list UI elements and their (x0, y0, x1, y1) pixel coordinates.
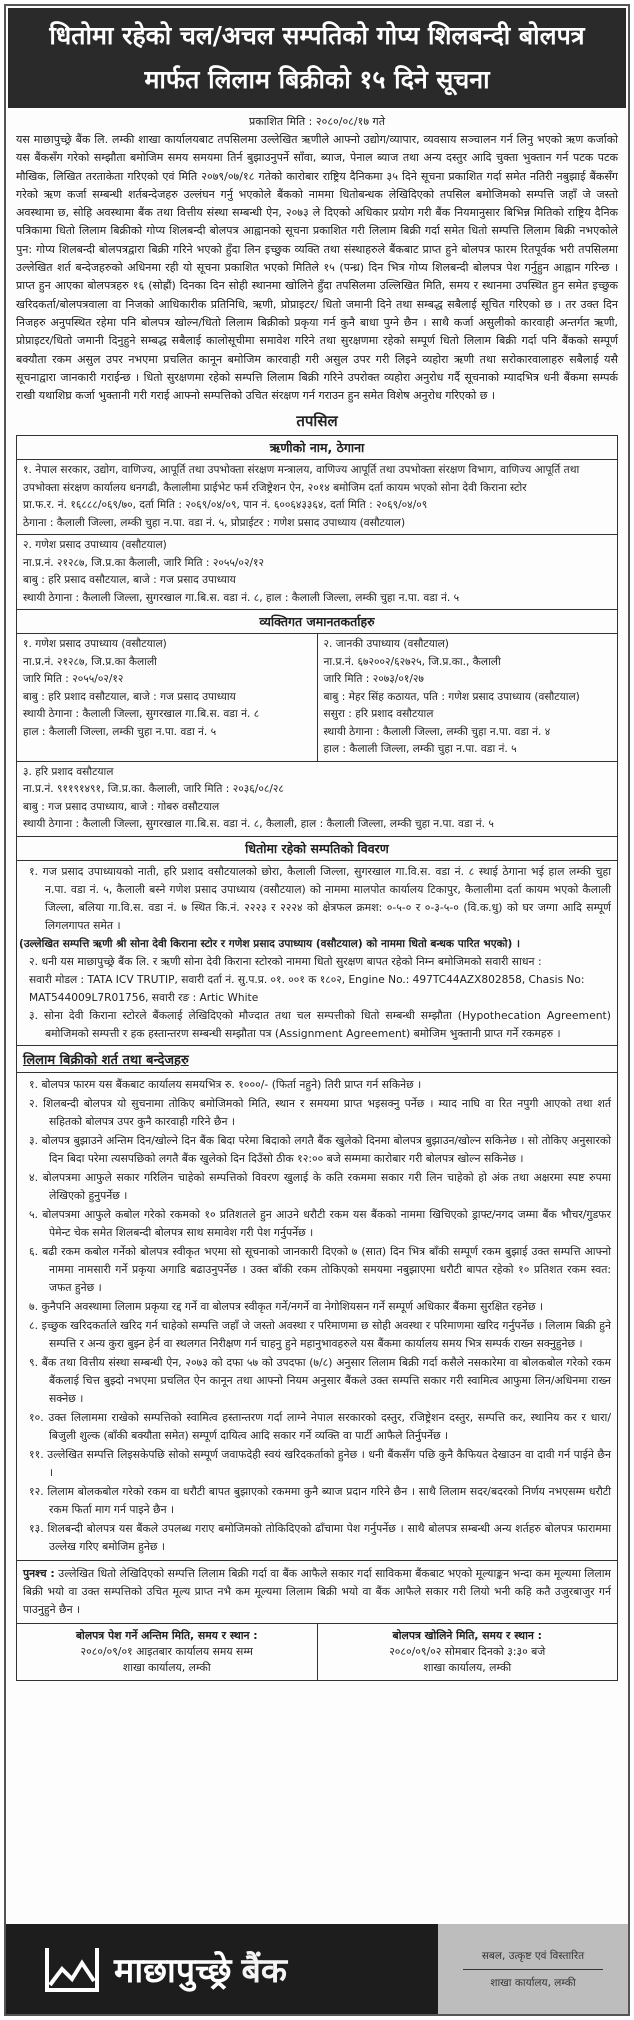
guarantor-line: २. जानकी उपाध्याय (वसौटयाल) (323, 638, 449, 651)
details-heading: तपसिल (296, 412, 338, 431)
tagline: सबल, उत्कृष्ट एवं विस्तारित (481, 1949, 585, 1962)
guarantor-line: स्थायी ठेगाना : कैलाली जिल्ला, सुगरखाल गा.बि.स. वडा नं. ८ (23, 708, 260, 721)
bank-footer (6, 1924, 628, 2014)
opening-date (318, 1624, 618, 1680)
borrower-2 (17, 535, 617, 610)
collateral-item-2: २. धनी यस माछापुच्छ्रे बैंक लि. र ऋणी सोना देवी किराना स्टोरको नाममा धितो सुरक्षण बापत रहेको निम्न बमोजिमको सवारी साधन : (29, 954, 542, 968)
deadline-table (17, 1623, 617, 1680)
term-item: १०. उक्त लिलाममा राखेको सम्पत्तिको स्वामित्व हस्तान्तरण गर्दा लाग्ने नेपाल सरकारको दस्तुर, रजिष्ट्रेशन दस्तुर, सम्पत्ति कर, स्थानिय कर र धारा/बिजुली शुल्क (बाँकी बक्यौता समेत) सम्पूर्ण दायित्व आदि सकार गर्ने व्यक्ति वा पार्टी आफैले तिर्नुपर्नेछ । (29, 1410, 611, 1442)
submission-where: शाखा कार्यालय, लम्की (122, 1660, 211, 1674)
term-item: ४. बोलपत्रमा आफुले सकार गरिलिन चाहेको सम्पत्तिको विवरण खुलाई के कति रकममा सकार गरी लिन चाहेको हो अंक तथा अक्षरमा स्पष्ट रुपमा लेखिएको हुनुपर्नेछ । (29, 1170, 611, 1202)
term-item: २. शिलबन्दी बोलपत्र यो सुचनामा तोकिए बमोजिमको मिति, स्थान र समयमा प्राप्त भइसक्नु पर्नेछ । म्याद नाघि वा रित नपुगी आएको तथा शर्त सहितको बोलपत्र उपर कुनै कारवाही गरिने छैन । (29, 1096, 611, 1128)
guarantor-line: जारि मिति : २०७३/०१/२७ (323, 673, 424, 686)
guarantor-line: ना.प्र.नं. २१२८७, जि.प्र.का कैलाली (23, 655, 157, 668)
collateral-item-1: १. गज प्रसाद उपाध्यायको नाती, हरि प्रशाद वसौटयालको छोरा, कैलाली जिल्ला, सुगरखाल गा.वि.स. वडा नं. ८ स्थाई ठेगाना भई हाल लम्की चुहा न.पा. वडा नं. ५, कैलाली बस्ने गणेश प्रसाद उपाध्याय (वसौटयाल) को नाममा मालपोत कार्यालय टिकापुर, कैलालीमा दर्ता कायम भएको कैलाली जिल्ला, बलिया गा.वि.स. वडा नं. ७ स्थित कि.नं. २२२३ र २२२४ को क्षेत्रफल क्रमश: ०-५-० र ०-३-५-० (वि.क.धु) को घर जग्गा आदि सम्पूर्ण लिगलगापत समेत । (29, 864, 612, 932)
guarantor-line: बाबु : हरि प्रशाद वसौटयाल, बाजे : गज प्रसाद उपाध्याय (23, 690, 236, 703)
borrower-2-address: स्थायी ठेगाना : कैलाली जिल्ला, सुगरखाल गा.बि.स. वडा नं. ८, हाल : कैलाली जिल्ला, लम्की चुहा न.पा. वडा नं. ५ (23, 591, 460, 604)
guarantor-line: जारि मिति : २०५५/०२/१२ (23, 673, 124, 686)
bank-name: माछापुच्छ्रे (114, 1951, 232, 1991)
terms-list (17, 1073, 617, 1560)
branch-block (438, 1924, 628, 2014)
title-line-1: धितोमा रहेको चल/अचल सम्पतिको गोप्य शिलबन्दी बोलपत्र (49, 21, 585, 50)
bank-logo-block (6, 1924, 438, 2014)
bank-word: बैंक (241, 1951, 287, 1991)
term-item: १३. शिलबन्दी बोलपत्र यस बैंकले उपलब्ध गराए बमोजिमको तोकिदिएको ढाँचामा पेश गर्नुपर्नेछ । साथै बोलपत्र सम्बन्धी अन्य शर्तहरु बोलपत्र फाराममा उल्लेख गरिए बमोजिम हुनेछ । (29, 1521, 611, 1553)
term-item: ३. बोलपत्र बुझाउने अन्तिम दिन/खोल्ने दिन बैंक बिदा परेमा बिदाको लगतै बैंक खुलेको दिनमा बोलपत्र बुझाउन/खोल्न सकिनेछ । सो तोकिए अनुसारको दिन बिदा परेमा त्यसपछिको लगतै बैंक खुलेको दिन दिउँसो ठीक १२:०० बजे सम्ममा कारोबार गरी बोलपत्र खोल्न सकिनेछ । (29, 1133, 611, 1165)
term-item: १२. लिलाम बोलकबोल गरेको रकम वा धरौटी बापत बुझाएको रकममा कुनै ब्याज प्रदान गरिने छैन । साथै लिलाम सदर/बदरको निर्णय नभएसम्म धरौटी रकम फिर्ता माग गर्न पाइने छैन । (29, 1484, 611, 1516)
borrower-1-reg: प्रा.फ.र. नं. १६८८८/०६९/७०, दर्ता मिति : २०६९/०४/०९, पान नं. ६००६४३३६४, दर्ता मिति : २०६९/०४/०९ (23, 499, 428, 512)
notice-title (8, 8, 626, 108)
published-date: प्रकाशित मिति : २०८०/०८/१७ गते (248, 115, 386, 128)
opening-when: २०८०/०९/०२ सोमबार दिनको ३:३० बजे (389, 1644, 546, 1658)
submission-label: बोलपत्र पेश गर्ने अन्तिम मिति, समय र स्थान : (75, 1628, 258, 1642)
guarantor-2 (318, 634, 618, 761)
term-item: ७. कुनैपनि अवस्थामा लिलाम प्रकृया रद्द गर्ने वा बोलपत्र स्वीकृत गर्ने/नगर्ने वा नेगोशियसन गर्ने सम्पूर्ण अधिकार बैंकमा सुरक्षित रहनेछ । (29, 1299, 544, 1313)
divider (463, 1969, 603, 1970)
term-item: ६. बढी रकम कबोल गर्नेको बोलपत्र स्वीकृत भएमा सो सूचनाको जानकारी दिएको ७ (सात) दिन भित्र बाँकी सम्पूर्ण रकम बुझाई उक्त सम्पत्ति आफ्नो नाममा नामसारी गर्ने प्रकृया अगाडि बढाउनुपर्नेछ । उक्त बाँकी रकम तोकिएको समयमा नबुझाएमा धरौटी बापत रहेको १० प्रतिशत रकम स्वत: जफत हुनेछ । (29, 1244, 611, 1294)
intro-paragraph: यस माछापुच्छ्रे बैंक लि. लम्की शाखा कार्यालयबाट तपसिलमा उल्लेखित ऋणीले आफ्नो उद्योग/व्यापार, व्यवसाय सञ्चालन गर्न लिनु भएको ऋण कर्जाको यस बैंकसँग गरेको सम्झौता बमोजिम समय समयमा तिर्न बुझाउनुपर्ने साँवा, ब्याज, पेनाल ब्याज तथा अन्य दस्तुर आदि चुक्ता भुक्तान गर्न पटक पटक मौखिक, लिखित तरताकेता गरिएको एवं मिति २०७९/०७/१८ गतेको कारोबार राष्ट्रिय दैनिकमा ३५ दिने सूचना प्रकाशित गर्दा समेत नतिरी नबुझाई बैंकसँग गरेको ऋण कर्जा सम्बन्धी शर्तबन्देजहरु उल्लंघन गर्नु भएकोले बैंकको नाममा धितोबन्धक लेखिदिएको तपसिल बमोजिमको सम्पत्ति जहाँ जे जस्तो अवस्थामा छ, सोहि अवस्थामा बैंक तथा वित्तीय संस्था सम्बन्धी ऐन, २०७३ ले दिएको अधिकार प्रयोग गरी बैंक नियमानुसार बिभिन्न मितिको राष्ट्रिय दैनिक पत्रिकामा धितो लिलाम बिक्रीको गोप्य शिलबन्दी बोलपत्र आह्वानको सूचना प्रकाशित गरी लिलाम बिक्री गर्दा समेत धितो सम्पत्ति लिलाम बिक्री नभएकोले पुन: गोप्य शिलबन्दी बोलपत्रद्वारा बिक्री गरिने भएको हुँदा लिन इच्छुक व्यक्ति तथा संस्थाहरुले बैंकबाट प्राप्त हुने बोलपत्र फारम रितपूर्वक भरी तपसिलमा उल्लेखित शर्त बन्देजहरुको अधिनमा रही यो सूचना प्रकाशित भएको मितिले १५ (पन्ध्र) दिन भित्र गोप्य शिलबन्दी बोलपत्र पेश गर्नुहुन आह्वान गरिन्छ । प्राप्त हुन आएका बोलपत्रहरु १६ (सोह्रौं) दिनका दिन सोही स्थानमा खोलिने हुँदा तपसिलमा उल्लिखित मिति, समय र स्थानमा उपस्थित हुन समेत इच्छुक खरिदकर्ता/बोलपत्रवाला वा निजको आधिकारीक प्रतिनिधि, ऋणी, प्रोप्राइटर/ धितो जमानी दिने तथा सम्बद्ध सबैलाई सूचित गरिएको छ । तर उक्त दिन निजहरु अनुपस्थित रहेमा पनि बोलपत्र खोल्न/धितो लिलाम बिक्रीको प्रकृया गर्न कुनै बाधा पुग्ने छैन । साथै कर्जा असुलीको कारवाही अन्तर्गत ऋणी, प्रोप्राइटर/धितो जमानी दिनुहुने सम्बद्ध सबैलाई कालोसूचीमा समावेश गरिने तथा सुरक्षणमा रहेको सम्पूर्ण धितो लिलाम बिक्री गर्दा पनि बैंकको सम्पूर्ण बक्यौता रकम असुल उपर नभएमा प्रचलित कानून बमोजिम कारवाही गरी असुल उपर गरी लिइने व्यहोरा ऋणी तथा सरोकारवालाहरु सबैलाई यसै सूचनाद्वारा जानकारी गराईन्छ । धितो सुरक्षणमा रहेको सम्पत्ति लिलाम बिक्री गरिने उपरोक्त व्यहोरा अनुरोध गर्दै सूचनाको म्यादभित्र धनी बैंकमा सम्पर्क राखी यथाशिघ्र कर्जा भुक्तानी गरी गराई आफ्नो सम्पत्तिको उचित संरक्षण गर्न गराउन हुन समेत विशेष अनुरोध गरिएको छ । (16, 133, 619, 403)
opening-where: शाखा कार्यालय, लम्की (423, 1660, 512, 1674)
collateral-item-3: ३. सोना देवी किराना स्टोरले बैंकलाई लेखिदिएको मौज्दात तथा चल सम्पत्तीको धितो सम्बन्धी सम्झौता (Hypothecation Agreement) बमोजिमको सम्पत्ती र हक हस्तान्तरण सम्बन्धी सम्झौता पत्र (Assignment Agreement) बमोजिम भुक्तानी प्राप्त गर्ने रकमहरु । (29, 1008, 611, 1040)
details-table (16, 435, 618, 1681)
borrower-1 (17, 460, 617, 535)
branch-name: शाखा कार्यालय, लम्की (490, 1976, 576, 1989)
submission-when: २०८०/०९/०१ आइतबार कार्यालय समय सम्म (80, 1644, 253, 1658)
guarantor-line: हाल : कैलाली जिल्ला, लम्की चुहा न.पा. वडा नं. ५ (323, 743, 517, 756)
collateral-note: (उल्लेखित सम्पत्ति ऋणी श्री सोना देवी किराना स्टोर र गणेश प्रसाद उपाध्याय (वसौटयाल) को नाममा धितो बन्धक पारित भएको) । (19, 937, 521, 950)
term-item: ११. उल्लेखित सम्पत्ति लिइसकेपछि सोको सम्पूर्ण जवाफदेही स्वयं खरिदकर्ताको हुनेछ । धनी बैंकसँग पछि कुनै कैफियत देखाउन वा दावी गर्न पाईने छैन । (29, 1447, 611, 1479)
guarantor-line: ना.प्र.नं. ६७२००२/६२७२५, जि.प्र.का., कैलाली (323, 655, 501, 668)
submission-deadline (17, 1624, 318, 1680)
mountain-logo-icon (44, 1945, 100, 1993)
auction-notice (4, 4, 630, 2016)
borrower-1-address: ठेगाना : कैलाली जिल्ला, लम्की चुहा न.पा. वडा नं. ५, प्रोप्राईटर : गणेश प्रसाद उपाध्याय (वसौटयाल) (23, 516, 406, 529)
guarantors-heading: व्यक्तिगत जमानतकर्ताहरु (17, 610, 617, 634)
vehicle-details: सवारी मोडल : TATA ICV TRUTIP, सवारी दर्ता नं. सु.प.प्र. ०१. ००१ क १८०२, Engine No.: 497TC44AZX802858, Chasis No: MAT544009L7R01756, सवारी रङ : Artic White (29, 973, 585, 1004)
guarantor-line: ससुरा : हरि प्रशाद वसौटयाल (323, 708, 434, 721)
terms-heading: लिलाम बिक्रीको शर्त तथा बन्देजहरु (17, 1046, 617, 1073)
guarantor-line: हाल : कैलाली जिल्ला, लम्की चुहा न.पा. वडा नं. ५ (23, 725, 217, 738)
term-item: १. बोलपत्र फारम यस बैंकबाट कार्यालय समयभित्र रु. १०००/- (फिर्ता नहुने) तिरी प्राप्त गर्न सकिनेछ । (29, 1077, 422, 1091)
borrower-2-id: ना.प्र.नं. २१२८७, जि.प्र.का कैलाली, जारि मिति : २०५५/०२/१२ (23, 556, 265, 569)
title-line-2: मार्फत लिलाम बिक्रीको १५ दिने सूचना (144, 65, 490, 94)
collateral-details (17, 861, 617, 1046)
postscript-label: पुनश्च : (23, 1566, 55, 1580)
guarantor-line: ना.प्र.नं. ९११९१४९१, जि.प्र.का. कैलाली, जारि मिति : २०३६/०८/२८ (23, 783, 284, 796)
collateral-heading: धितोमा रहेको सम्पतिको विवरण (17, 837, 617, 861)
guarantor-line: बाबु : गज प्रसाद उपाध्याय, बाजे : गोबरु वसौटयाल (23, 800, 220, 813)
borrower-1-name: १. नेपाल सरकार, उद्योग, वाणिज्य, आपूर्ति तथा उपभोक्ता संरक्षण मन्त्रालय, वाणिज्य आपूर्ति तथा उपभोक्ता संरक्षण विभाग, वाणिज्य आपूर्ति तथा उपभोक्ता संरक्षण कार्यालय धनगढी, कैलालीमा प्राईभेट फर्म रजिष्ट्रेशन ऐन, २०१४ बमोजिम दर्ता कायम भएको सोना देवी किराना स्टोर (23, 464, 580, 494)
guarantor-line: ३. हरि प्रशाद वसौटयाल (23, 765, 114, 778)
borrower-2-family: बाबु : हरि प्रसाद वसौटयाल, बाजे : गज प्रसाद उपाध्याय (23, 574, 236, 587)
opening-label: बोलपत्र खोलिने मिति, समय र स्थान : (392, 1628, 542, 1642)
term-item: ९. बैंक तथा वित्तीय संस्था सम्बन्धी ऐन, २०७३ को दफा ५७ को उपदफा (७/८) अनुसार लिलाम बिक्री गर्दा कसैले नसकारेमा वा बोलकबोल गरेको रकम बैंकलाई चित्त बुझ्दो नभएमा प्रचलित ऐन कानून तथा आफ्नो नियम अनुसार बैंकले उक्त सम्पत्ति सकार गरी स्वामित्व आफुमा लिन/अधिनमा राख्न सक्नेछ । (29, 1355, 611, 1405)
postscript-text: उल्लेखित धितो लेखिदिएको सम्पत्ति लिलाम बिक्री गर्दा वा बैंक आफैले सकार गर्दा साविकमा बैंकबाट भएको मूल्याङ्कन भन्दा कम मूल्यमा लिलाम बिक्री भयो वा उक्त सम्पत्तिको उचित मूल्य प्राप्त नभै कम मूल्यमा लिलाम बिक्री भयो वा बैंक आफैले सकार गरी लियो भनी कहि कतै उजुरबाजुर गर्न पाउनुहुने छैन । (23, 1566, 611, 1616)
postscript (17, 1560, 617, 1623)
guarantor-line: स्थायी ठेगाना : कैलाली जिल्ला, सुगरखाल गा.बि.स. वडा नं. ८, कैलाली, हाल : कैलाली जिल्ला, लम्की चुहा न.पा. वडा नं. ५ (23, 818, 494, 831)
term-item: ५. बोलपत्रमा आफुले कबोल गरेको रकमको १० प्रतिशतले हुन आउने धरौटी रकम यस बैंकको नाममा खिचिएको ड्राफ्ट/नगद जम्मा बैंक भौचर/गुडफर पेमेन्ट चेक समेत शिलबन्दी बोलपत्र साथ समावेश गरी पेश गर्नुपर्नेछ । (29, 1207, 611, 1239)
guarantor-3 (17, 762, 617, 837)
borrower-2-name: २. गणेश प्रसाद उपाध्याय (वसौटयाल) (23, 539, 167, 552)
guarantor-line: १. गणेश प्रसाद उपाध्याय (वसौटयाल) (23, 638, 167, 651)
guarantor-1 (17, 634, 318, 761)
guarantor-line: बाबु : मेहर सिंह कठायत, पति : गणेश प्रसाद उपाध्याय (वसौटयाल) (323, 690, 580, 703)
term-item: ८. इच्छुक खरिदकर्ताले खरिद गर्न चाहेको सम्पत्ति जहाँ जे जस्तो अवस्था र परिमाणमा छ सोही अवस्था र परिमाणमा खरिद गर्नुपर्नेछ । लिलाम बिक्री हुने सम्पत्ति र अन्य कुरा बुझ्न हेर्न वा स्थलगत निरीक्षण गर्न चाहनु हुने महानुभावहरुले यस बैंकमा कार्यालय समय भित्र सम्पर्क राख्न सक्नुहुनेछ । (29, 1318, 611, 1350)
borrower-heading: ऋणीको नाम, ठेगाना (17, 436, 617, 460)
guarantor-line: स्थायी ठेगाना : कैलाली जिल्ला, लम्की चुहा न.पा. वडा नं. ४ (323, 725, 551, 738)
guarantors-row (17, 634, 617, 762)
